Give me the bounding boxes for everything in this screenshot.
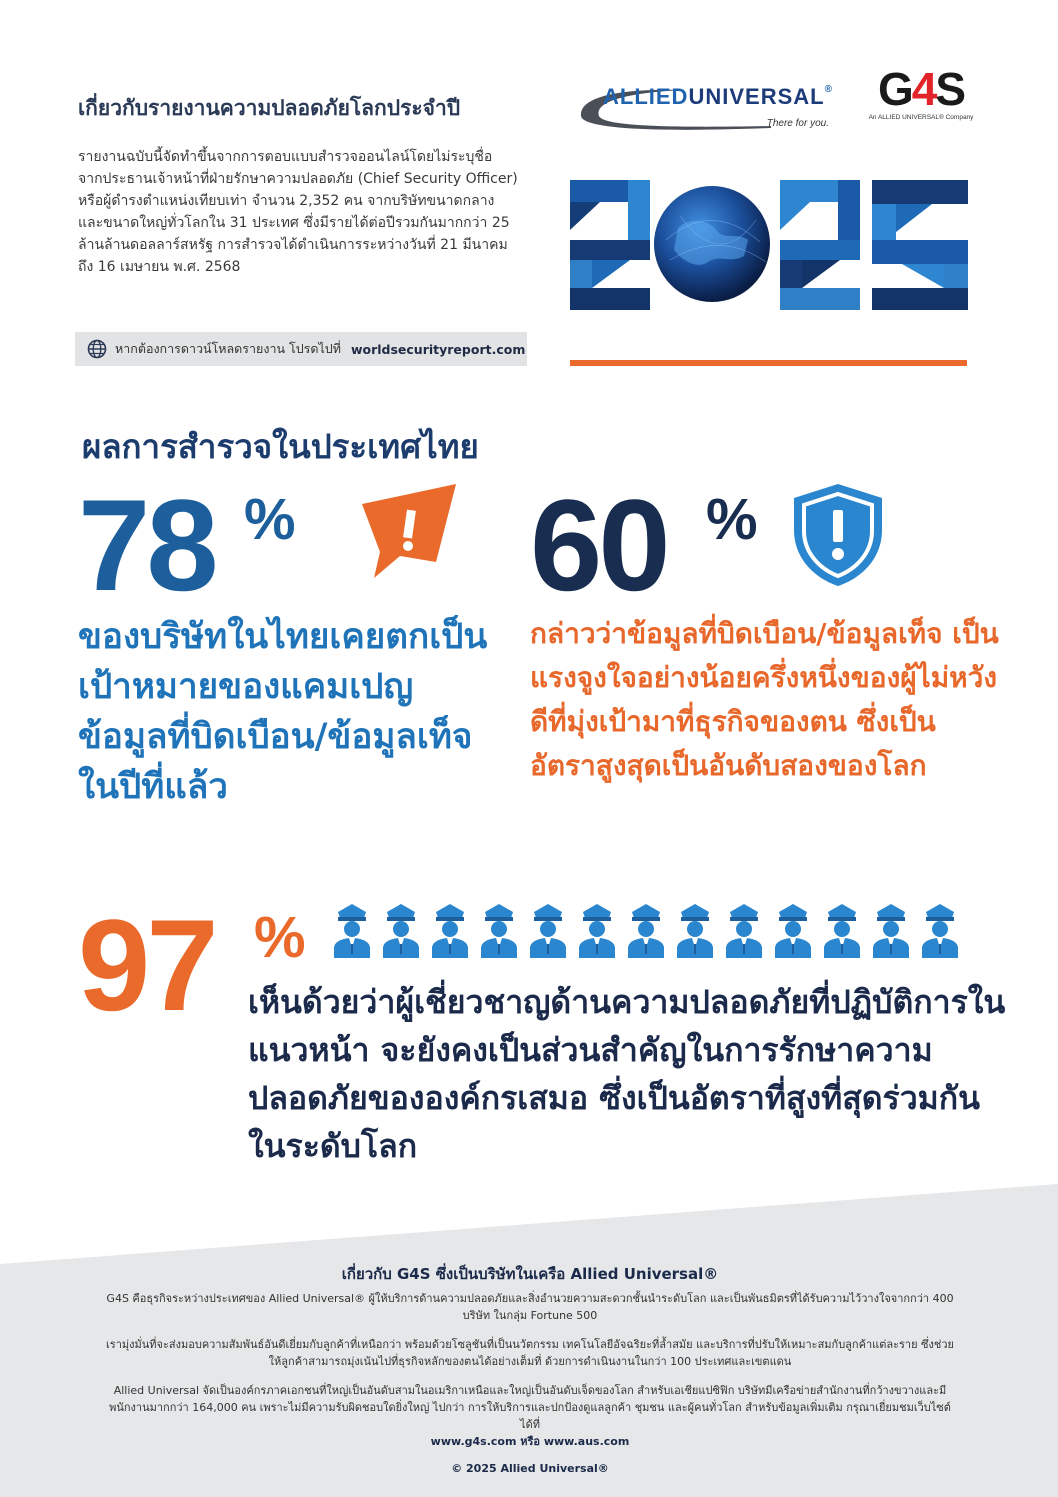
footer-paragraph-2: เรามุ่งมั่นที่จะส่งมอบความสัมพันธ์อันดีเยี่ยมกับลูกค้าที่เหนือกว่า พร้อมด้วยโซลูชันที่เป็นนวัตกรรม เทคโนโลยีอัจฉริยะที่ล้ำสมัย และบริการที่ปรับให้เหมาะสมกับลูกค้าแต่ละราย ซึ่งช่วยให้ลูกค้าสามารถมุ่งเน้นไปที่ธุรกิจหลักของตนได้อย่างเต็มที่ ด้วยการดำเนินงานในกว่า 100 ประเทศและเขตแดน	[106, 1338, 954, 1368]
security-guard-icon	[673, 900, 717, 958]
security-guard-icon	[575, 900, 619, 958]
footer-links[interactable]: www.g4s.com หรือ www.aus.com	[430, 1435, 630, 1448]
stat-2-value: 60	[530, 472, 667, 618]
download-link[interactable]: worldsecurityreport.com	[350, 341, 526, 357]
digit-2-second	[780, 180, 860, 310]
download-text: หากต้องการดาวน์โหลดรายงาน โปรดไปที่	[115, 341, 341, 356]
stat-1-unit: %	[244, 487, 296, 552]
footer-copyright: © 2025 Allied Universal®	[451, 1462, 609, 1475]
about-report-title: เกี่ยวกับรายงานความปลอดภัยโลกประจำปี	[78, 96, 461, 120]
security-guard-icon	[820, 900, 864, 958]
about-report-body: รายงานฉบับนี้จัดทำขึ้นจากการตอบแบบสำรวจออนไลน์โดยไม่ระบุชื่อ จากประธานเจ้าหน้าที่ฝ่ายรักษาความปลอดภัย (Chief Security Officer) หรือผู้ดำรงตำแหน่งเทียบเท่า จำนวน 2,352 คน จากบริษัทขนาดกลางและขนาดใหญ่ทั่วโลกใน 31 ประเทศ ซึ่งมีรายได้ต่อปีรวมกันมากกว่า 25 ล้านล้านดอลลาร์สหรัฐ การสำรวจได้ดำเนินการระหว่างวันที่ 21 มีนาคม ถึง 16 เมษายน พ.ศ. 2568	[78, 149, 518, 275]
security-guard-icon	[379, 900, 423, 958]
footer-paragraph-3: Allied Universal จัดเป็นองค์กรภาคเอกชนที่ใหญ่เป็นอันดับสามในอเมริกาเหนือและใหญ่เป็นอันดับเจ็ดของโลก สำหรับเอเชียแปซิฟิก บริษัทมีเครือข่ายสำนักงานที่กว้างขวางและมีพนักงานมากกว่า 164,000 คน เพราะไม่มีความรับผิดชอบใดยิ่งใหญ่ ไปกว่า การให้บริการและปกป้องดูแลลูกค้า ชุมชน และผู้คนทั่วโลก สำหรับข้อมูลเพิ่มเติม กรุณาเยี่ยมชมเว็บไซต์ได้ที่	[109, 1384, 951, 1431]
section-title: ผลการสำรวจในประเทศไทย	[82, 427, 479, 466]
g4s-subtitle: An ALLIED UNIVERSAL® Company	[868, 114, 974, 121]
g4s-wordmark: G4S	[877, 63, 965, 115]
security-guard-icon	[330, 900, 374, 958]
allied-universal-logo	[575, 80, 837, 136]
security-guard-icon	[771, 900, 815, 958]
security-guard-icon	[918, 900, 962, 958]
stat-1-value: 78	[78, 472, 215, 618]
allied-universal-wordmark: ALLIEDUNIVERSAL®	[603, 84, 833, 109]
footer-paragraph-1: G4S คือธุรกิจระหว่างประเทศของ Allied Universal® ผู้ให้บริการด้านความปลอดภัยและสิ่งอำนวยความสะดวกชั้นนำระดับโลก และเป็นพันธมิตรที่ได้รับความไว้วางใจจากกว่า 400 บริษัท ในกลุ่ม Fortune 500	[106, 1292, 954, 1322]
stat-3-description: เห็นด้วยว่าผู้เชี่ยวชาญด้านความปลอดภัยที่ปฏิบัติการในแนวหน้า จะยังคงเป็นส่วนสำคัญในการรักษาความปลอดภัยขององค์กรเสมอ ซึ่งเป็นอัตราที่สูงที่สุดร่วมกันในระดับโลก	[248, 983, 1006, 1165]
year-2025-graphic	[570, 180, 970, 310]
allied-tagline: There for you.	[766, 118, 829, 129]
security-guard-icon	[526, 900, 570, 958]
g4s-logo	[866, 64, 976, 136]
stat-2-description: กล่าวว่าข้อมูลที่บิดเบือน/ข้อมูลเท็จ เป็นแรงจูงใจอย่างน้อยครึ่งหนึ่งของผู้ไม่หวังดีที่มุ่งเป้ามาที่ธุรกิจของตน ซึ่งเป็นอัตราสูงสุดเป็นอันดับสองของโลก	[530, 617, 999, 782]
footer-title: เกี่ยวกับ G4S ซึ่งเป็นบริษัทในเครือ Allied Universal®	[341, 1265, 719, 1283]
stat-2-unit: %	[706, 487, 758, 552]
orange-divider	[570, 360, 967, 366]
security-guard-icon	[428, 900, 472, 958]
stat-3-value: 97	[78, 892, 215, 1038]
stat-3-unit: %	[254, 905, 306, 970]
digit-5	[872, 180, 968, 310]
shield-alert-icon	[790, 482, 886, 588]
download-bar	[75, 332, 527, 366]
security-guard-icon	[722, 900, 766, 958]
security-guard-icon	[477, 900, 521, 958]
warning-speech-bubble-icon	[352, 480, 464, 580]
footer	[100, 1262, 960, 1475]
security-guard-row	[330, 900, 970, 960]
globe-icon	[87, 339, 107, 359]
security-guard-icon	[869, 900, 913, 958]
digit-2-first	[570, 180, 650, 310]
security-guard-icon	[624, 900, 668, 958]
stat-1-description: ของบริษัทในไทยเคยตกเป็นเป้าหมายของแคมเปญข้อมูลที่บิดเบือน/ข้อมูลเท็จในปีที่แล้ว	[78, 617, 488, 807]
